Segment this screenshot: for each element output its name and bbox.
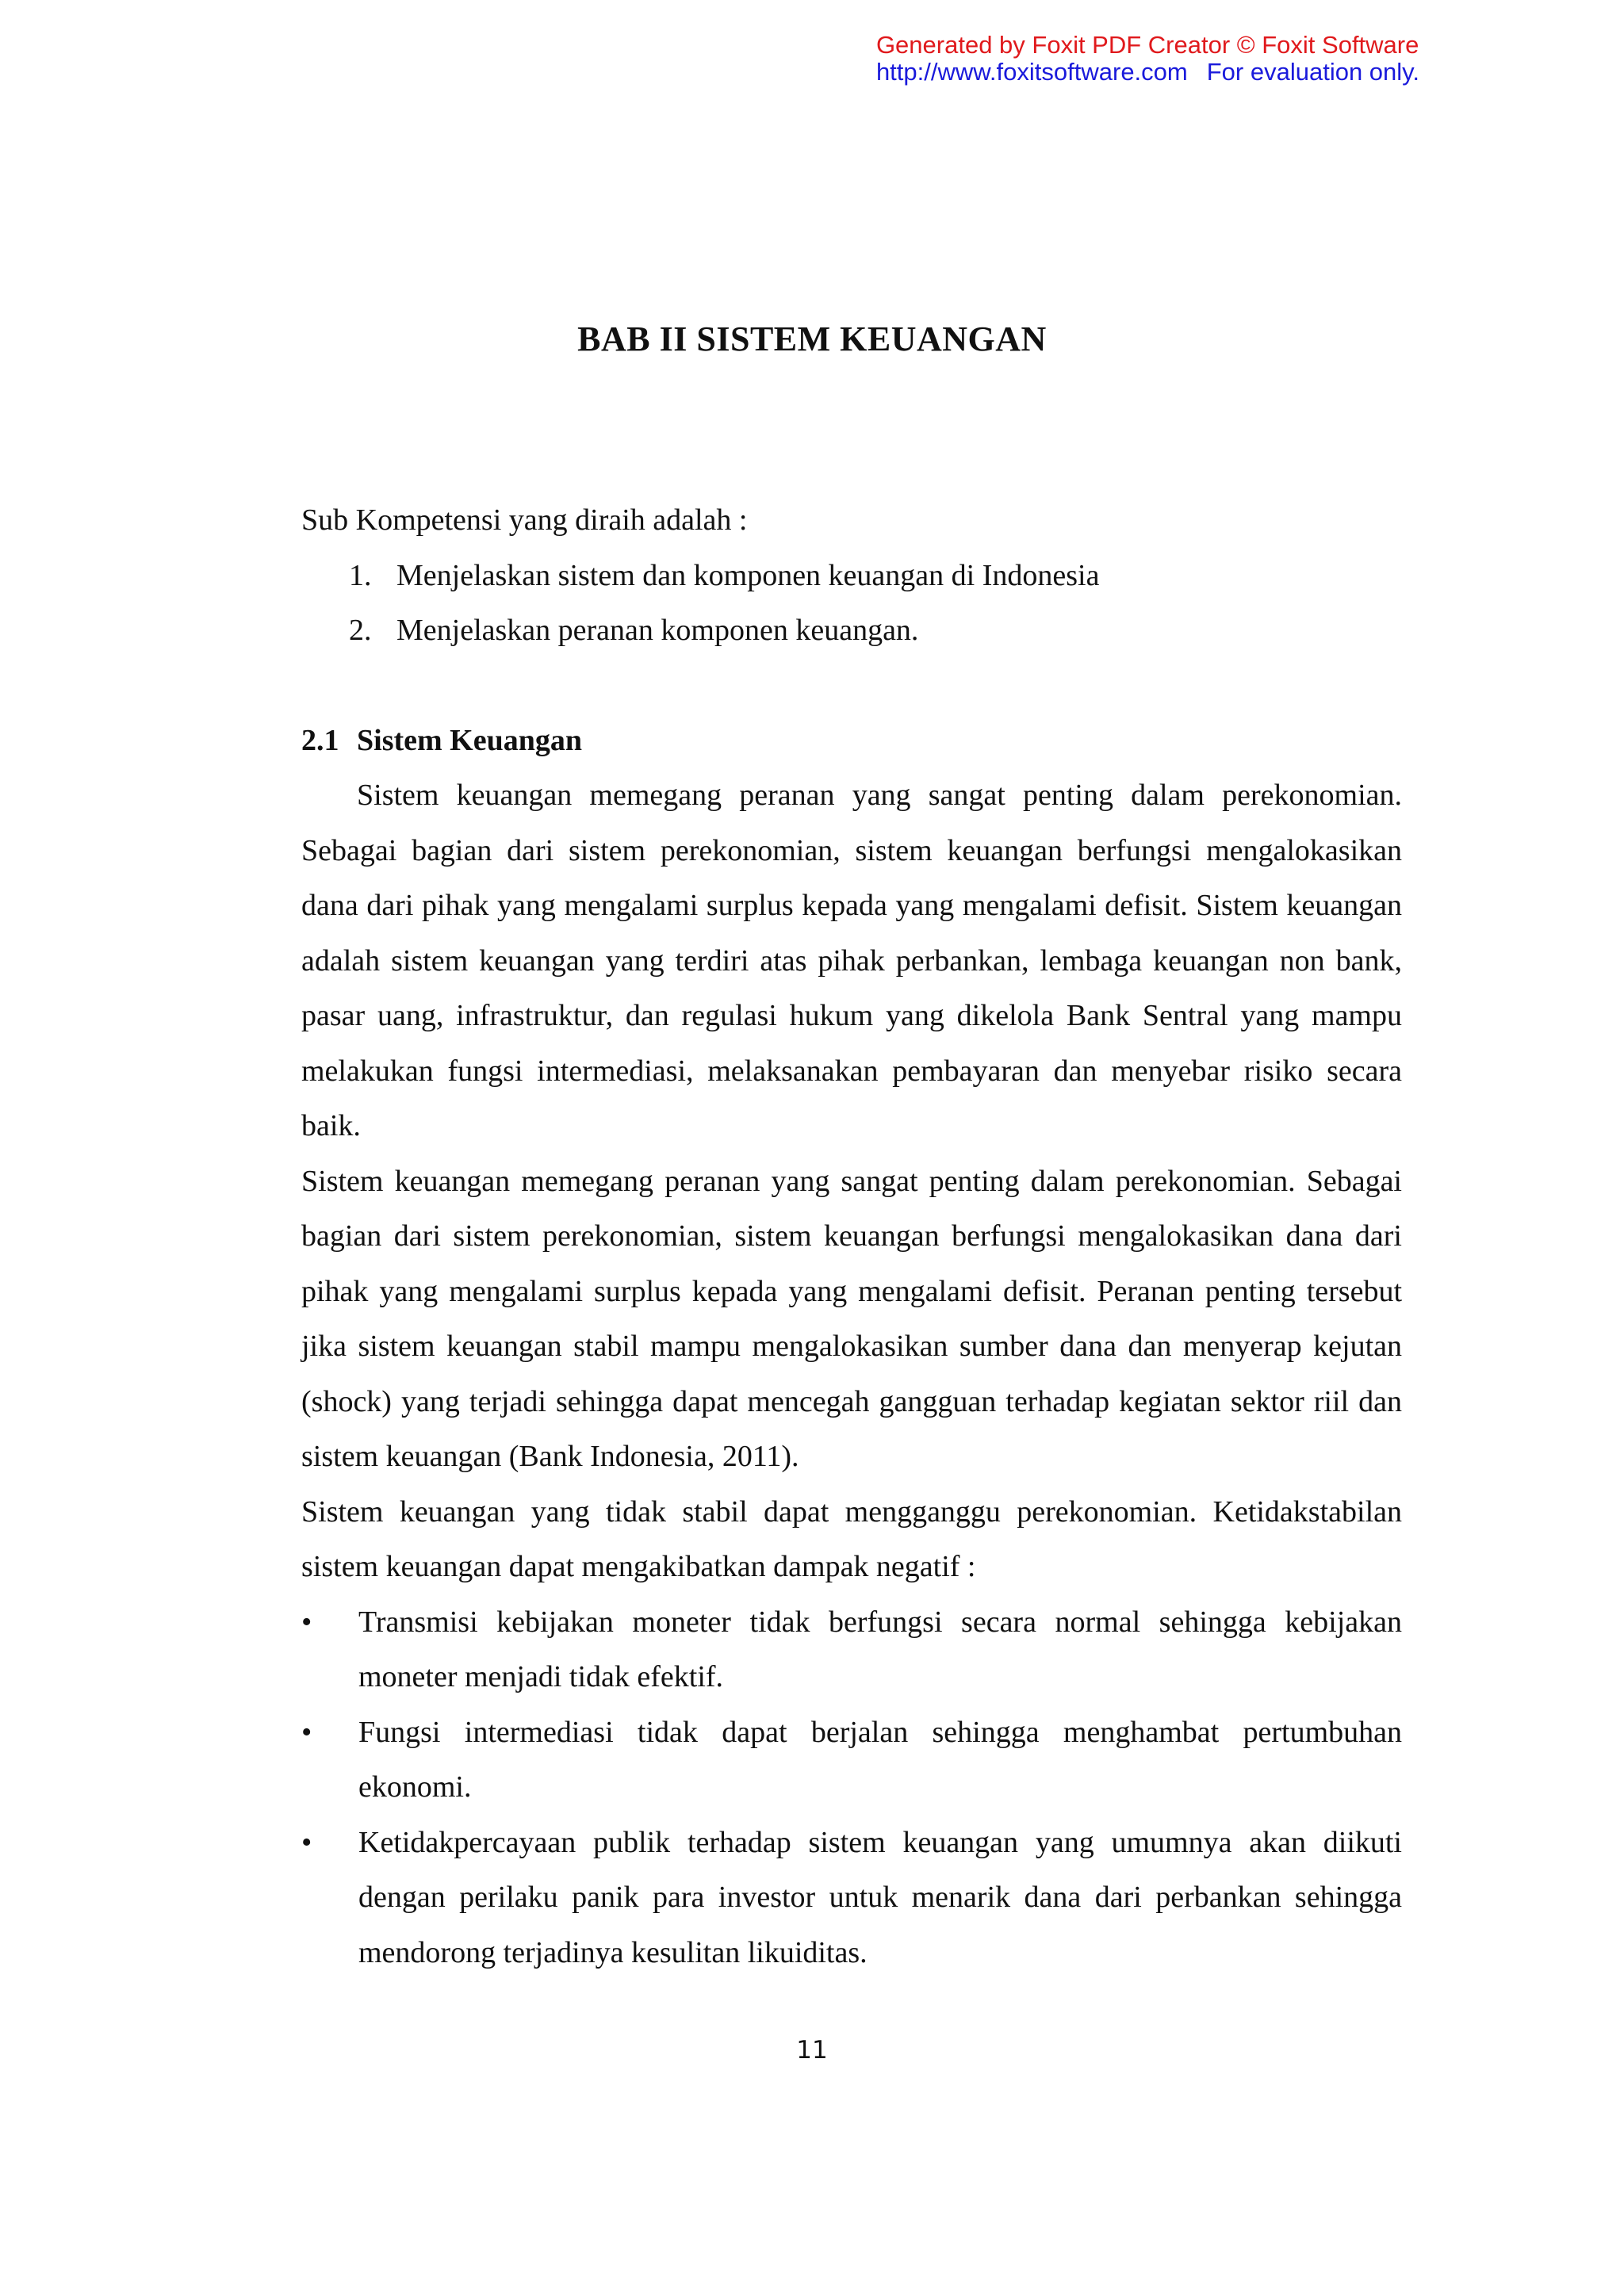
page-content — [301, 493, 1402, 1980]
list-item-text: Fungsi intermediasi tidak dapat berjalan sehingga menghambat pertumbuhan ekonomi. — [358, 1715, 1402, 1804]
pdf-creator-watermark — [876, 32, 1419, 86]
bullet-icon: • — [301, 1825, 312, 1859]
section-number: 2.1 — [301, 723, 339, 757]
list-item — [301, 603, 1402, 659]
list-item — [301, 549, 1402, 604]
list-item-text: Menjelaskan sistem dan komponen keuangan di Indonesia — [396, 558, 1100, 592]
bullet-icon: • — [301, 1605, 312, 1639]
watermark-evaluation-note: For evaluation only. — [1206, 58, 1419, 86]
list-item — [301, 1816, 1402, 1981]
sub-kompetensi-intro: Sub Kompetensi yang diraih adalah : — [301, 503, 748, 537]
list-item-text: Menjelaskan peranan komponen keuangan. — [396, 614, 919, 647]
watermark-url: http://www.foxitsoftware.com — [875, 58, 1188, 86]
paragraph-2: Sistem keuangan memegang peranan yang sangat penting dalam perekonomian. Sebagai bagian dari sistem perekonomian, sistem keuangan berfungsi mengalokasikan dana dari pihak yang mengalami surplus kepada yang mengalami defisit. Peranan penting tersebut jika sistem keuangan stabil mampu mengalokasikan sumber dana dan menyerap kejutan (shock) yang terjadi sehingga dapat mencegah gangguan terhadap kegiatan sektor riil dan sistem keuangan (Bank Indonesia, 2011). — [301, 1164, 1402, 1473]
bullet-icon: • — [301, 1715, 312, 1749]
negative-impacts-list — [301, 1595, 1402, 1981]
page-number: 11 — [796, 2036, 828, 2064]
chapter-title: BAB II SISTEM KEUANGAN — [577, 320, 1047, 358]
section-title: Sistem Keuangan — [357, 723, 582, 757]
section-heading — [301, 714, 1402, 769]
list-item — [301, 1595, 1402, 1705]
sub-kompetensi-list — [301, 549, 1402, 659]
watermark-url-line — [876, 59, 1419, 86]
list-item-number: 1. — [349, 558, 372, 592]
paragraph-1: Sistem keuangan memegang peranan yang sangat penting dalam perekonomian. Sebagai bagian dari sistem perekonomian, sistem keuangan berfungsi mengalokasikan dana dari pihak yang mengalami surplus kepada yang mengalami defisit. Sistem keuangan adalah sistem keuangan yang terdiri atas pihak perbankan, lembaga keuangan non bank, pasar uang, infrastruktur, dan regulasi hukum yang dikelola Bank Sentral yang mampu melakukan fungsi intermediasi, melaksanakan pembayaran dan menyebar risiko secara baik. — [301, 779, 1402, 1142]
list-item-text: Transmisi kebijakan moneter tidak berfungsi secara normal sehingga kebijakan moneter menjadi tidak efektif. — [358, 1605, 1402, 1693]
list-item — [301, 1705, 1402, 1816]
list-item-number: 2. — [349, 614, 372, 647]
list-item-text: Ketidakpercayaan publik terhadap sistem keuangan yang umumnya akan diikuti dengan perilaku panik para investor untuk menarik dana dari perbankan sehingga mendorong terjadinya kesulitan likuiditas. — [358, 1825, 1402, 1969]
paragraph-3: Sistem keuangan yang tidak stabil dapat mengganggu perekonomian. Ketidakstabilan sistem keuangan dapat mengakibatkan dampak negatif : — [301, 1494, 1402, 1583]
watermark-generated-by: Generated by Foxit PDF Creator © Foxit Software — [875, 31, 1419, 59]
